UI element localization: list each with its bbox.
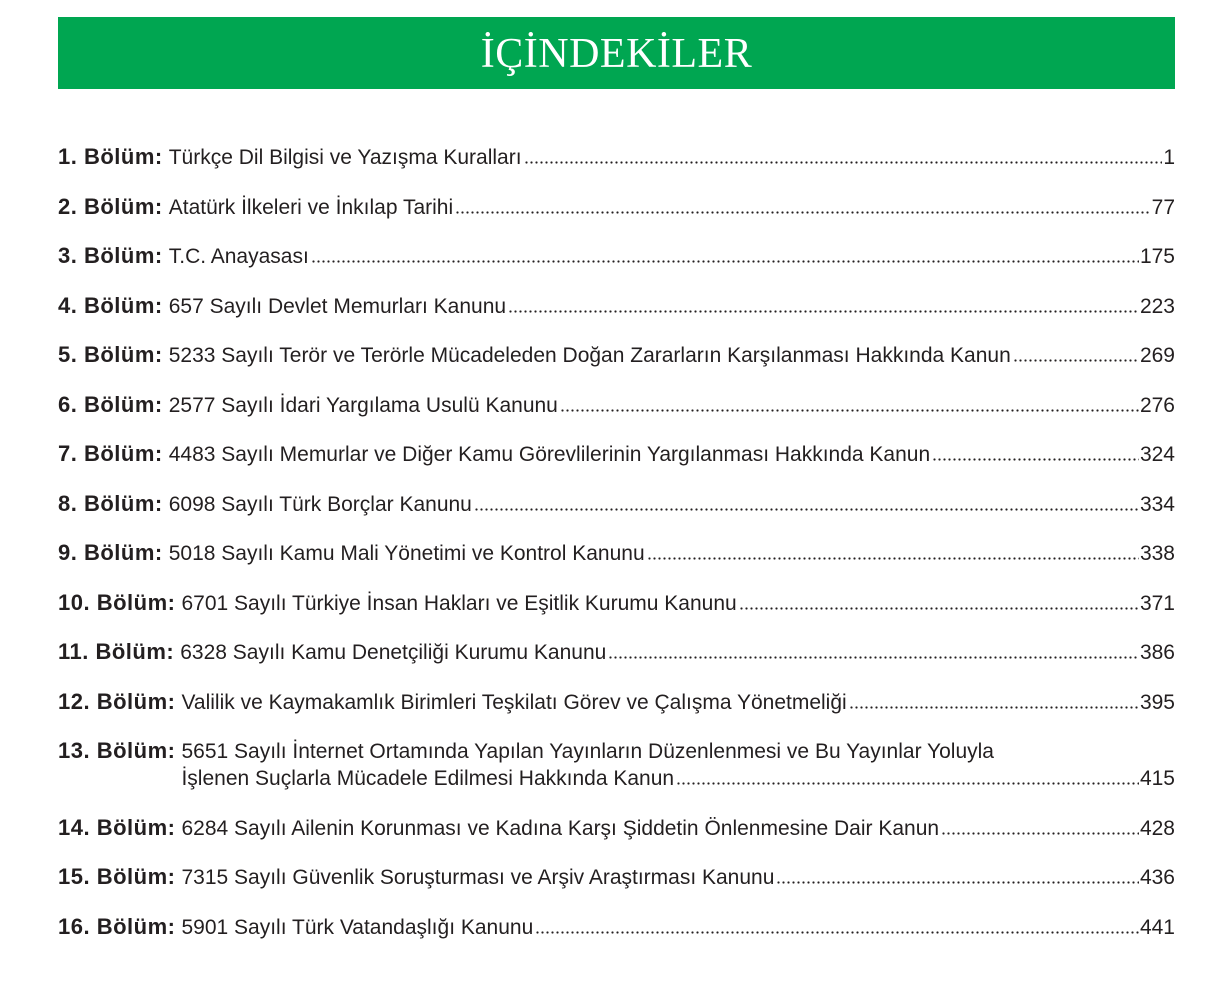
chapter-title: Valilik ve Kaymakamlık Birimleri Teşkilatı Görev ve Çalışma Yönetmeliği	[181, 690, 847, 714]
chapter-title: 2577 Sayılı İdari Yargılama Usulü Kanunu	[168, 393, 558, 417]
page-number: 338	[1139, 542, 1175, 565]
toc-entry-1	[58, 143, 1175, 171]
dot-leader	[608, 656, 1139, 659]
page-number: 77	[1151, 195, 1175, 219]
entry-line	[181, 864, 1175, 891]
page-title: İÇİNDEKİLER	[480, 31, 753, 77]
chapter-title: Atatürk İlkeleri ve İnkılap Tarihi	[168, 195, 454, 219]
chapter-label: 16. Bölüm:	[58, 913, 176, 939]
dot-leader	[647, 557, 1139, 560]
entry-body	[169, 293, 1175, 320]
chapter-label: 12. Bölüm:	[58, 688, 176, 714]
page-number: 395	[1139, 690, 1175, 714]
toc-entry-11	[58, 638, 1175, 666]
toc-entry-10	[58, 589, 1175, 617]
chapter-title: 4483 Sayılı Memurlar ve Diğer Kamu Görevlilerinin Yargılanması Hakkında Kanun	[168, 443, 931, 466]
chapter-title: 5901 Sayılı Türk Vatandaşlığı Kanunu	[181, 915, 534, 939]
dot-leader	[932, 458, 1139, 461]
entry-line	[169, 243, 1175, 270]
entry-body	[181, 815, 1175, 842]
page-number: 276	[1139, 393, 1175, 417]
entry-body	[180, 639, 1175, 666]
header-bar	[58, 17, 1175, 89]
entry-line	[181, 815, 1175, 842]
chapter-label: 2. Bölüm:	[58, 193, 163, 219]
page-number: 386	[1139, 641, 1175, 664]
entry-body	[181, 738, 1175, 792]
page-number: 436	[1139, 866, 1175, 889]
chapter-label: 10. Bölüm:	[58, 589, 176, 615]
chapter-label: 9. Bölüm:	[58, 540, 163, 565]
dot-leader	[739, 607, 1139, 610]
toc-entry-6	[58, 391, 1175, 419]
page-number: 428	[1139, 816, 1175, 840]
entry-line	[169, 144, 1175, 171]
toc-entry-3	[58, 242, 1175, 270]
page-number: 175	[1139, 245, 1175, 268]
dot-leader	[1013, 359, 1139, 362]
entry-body	[181, 590, 1175, 617]
chapter-label: 13. Bölüm:	[58, 738, 176, 763]
dot-leader	[455, 211, 1151, 214]
chapter-label: 8. Bölüm:	[58, 490, 163, 516]
chapter-label: 15. Bölüm:	[58, 864, 176, 889]
chapter-title: T.C. Anayasası	[168, 245, 309, 268]
entry-line	[181, 590, 1175, 617]
entry-line	[169, 540, 1175, 567]
dot-leader	[474, 508, 1139, 511]
dot-leader	[849, 706, 1139, 709]
page-number: 1	[1163, 146, 1175, 169]
chapter-label: 5. Bölüm:	[58, 342, 163, 367]
toc-entry-4	[58, 292, 1175, 320]
entry-body	[169, 392, 1175, 419]
toc-entry-16	[58, 913, 1175, 941]
toc-entry-13	[58, 737, 1175, 792]
page-number: 371	[1139, 591, 1175, 615]
toc-entry-15	[58, 863, 1175, 891]
toc-entry-14	[58, 814, 1175, 842]
entry-body	[169, 243, 1175, 270]
chapter-title: 7315 Sayılı Güvenlik Soruşturması ve Arşiv Araştırması Kanunu	[181, 866, 775, 889]
dot-leader	[560, 409, 1139, 412]
page-number: 269	[1139, 344, 1175, 367]
chapter-title: 5651 Sayılı İnternet Ortamında Yapılan Yayınların Düzenlenmesi ve Bu Yayınlar Yoluyla	[181, 740, 994, 763]
entry-body	[169, 540, 1175, 567]
entry-line	[181, 738, 1175, 765]
chapter-title: 5233 Sayılı Terör ve Terörle Mücadeleden Doğan Zararların Karşılanması Hakkında Kanun	[168, 344, 1011, 367]
dot-leader	[535, 931, 1139, 934]
table-of-contents	[58, 143, 1175, 962]
chapter-label: 11. Bölüm:	[58, 639, 175, 664]
entry-line	[169, 342, 1175, 369]
page-number: 223	[1139, 294, 1175, 318]
dot-leader	[311, 260, 1139, 263]
chapter-title: 5018 Sayılı Kamu Mali Yönetimi ve Kontrol Kanunu	[168, 542, 645, 565]
entry-line	[169, 293, 1175, 320]
chapter-label: 3. Bölüm:	[58, 243, 163, 268]
entry-body	[169, 342, 1175, 369]
entry-body	[181, 689, 1175, 716]
chapter-label: 7. Bölüm:	[58, 441, 163, 466]
page-number: 415	[1139, 767, 1175, 790]
toc-entry-7	[58, 440, 1175, 468]
toc-entry-2	[58, 193, 1175, 221]
entry-line	[180, 639, 1175, 666]
entry-body	[181, 914, 1175, 941]
toc-entry-12	[58, 688, 1175, 716]
chapter-title: 6701 Sayılı Türkiye İnsan Hakları ve Eşitlik Kurumu Kanunu	[181, 591, 737, 615]
page-number: 334	[1139, 492, 1175, 516]
chapter-label: 4. Bölüm:	[58, 292, 163, 318]
chapter-label: 14. Bölüm:	[58, 814, 176, 840]
chapter-title: 6098 Sayılı Türk Borçlar Kanunu	[168, 492, 472, 516]
entry-line	[181, 689, 1175, 716]
entry-body	[169, 144, 1175, 171]
chapter-title: Türkçe Dil Bilgisi ve Yazışma Kuralları	[168, 146, 522, 169]
chapter-title-continued: İşlenen Suçlarla Mücadele Edilmesi Hakkında Kanun	[181, 767, 675, 790]
page-number: 441	[1139, 915, 1175, 939]
chapter-title: 6284 Sayılı Ailenin Korunması ve Kadına Karşı Şiddetin Önlenmesine Dair Kanun	[181, 816, 940, 840]
dot-leader	[524, 161, 1163, 164]
dot-leader	[676, 782, 1139, 785]
dot-leader	[941, 832, 1139, 835]
chapter-label: 1. Bölüm:	[58, 144, 163, 169]
entry-body	[181, 864, 1175, 891]
entry-body	[169, 441, 1175, 468]
chapter-title: 657 Sayılı Devlet Memurları Kanunu	[168, 294, 507, 318]
entry-body	[169, 194, 1175, 221]
entry-line	[169, 491, 1175, 518]
dot-leader	[776, 881, 1139, 884]
entry-line-continued	[181, 765, 1175, 792]
entry-line	[169, 441, 1175, 468]
dot-leader	[508, 310, 1139, 313]
entry-line	[169, 194, 1175, 221]
toc-entry-8	[58, 490, 1175, 518]
chapter-title: 6328 Sayılı Kamu Denetçiliği Kurumu Kanunu	[180, 641, 607, 664]
entry-line	[169, 392, 1175, 419]
toc-entry-9	[58, 539, 1175, 567]
chapter-label: 6. Bölüm:	[58, 391, 163, 417]
entry-body	[169, 491, 1175, 518]
entry-line	[181, 914, 1175, 941]
page-number: 324	[1139, 443, 1175, 466]
toc-entry-5	[58, 341, 1175, 369]
